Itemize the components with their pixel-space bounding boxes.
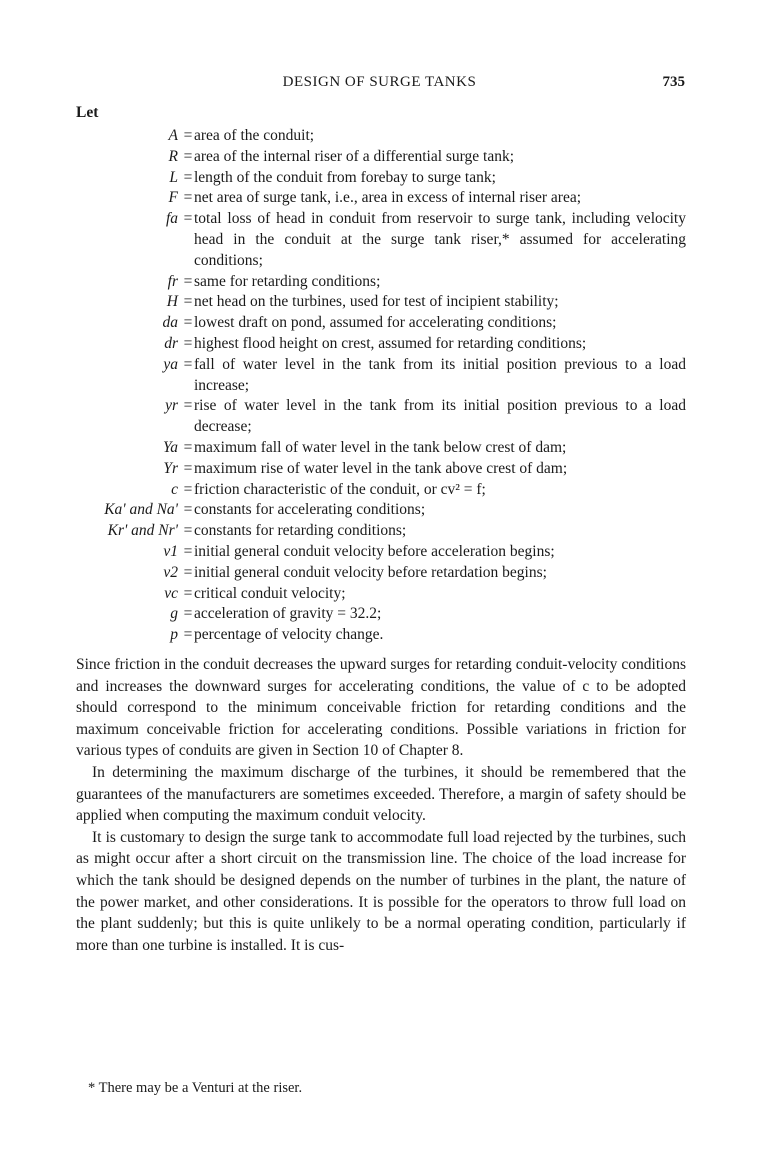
definition-text: total loss of head in conduit from reservoir to surge tank, including velocity head in the conduit at the surge tank riser,* assumed for accelerating conditions;	[194, 210, 686, 269]
definition-symbol: L	[169, 168, 178, 186]
equals-sign: =	[183, 272, 193, 290]
equals-sign: =	[183, 438, 193, 456]
equals-sign: =	[183, 605, 193, 623]
definition-text: net head on the turbines, used for test of incipient stability;	[194, 293, 559, 311]
definition-symbol: fr	[167, 272, 178, 290]
definition-text: rise of water level in the tank from its initial position previous to a load decrease;	[194, 397, 686, 436]
equals-sign: =	[183, 189, 193, 207]
definition-symbol: yr	[165, 397, 178, 415]
definition-symbol: c	[171, 480, 178, 498]
definition-text: fall of water level in the tank from its initial position previous to a load increase;	[194, 355, 686, 394]
definition-item	[0, 521, 759, 542]
definition-text: critical conduit velocity;	[194, 584, 346, 602]
definition-item	[0, 292, 759, 313]
definition-symbol: vc	[164, 584, 178, 602]
definition-symbol: fa	[165, 210, 178, 228]
equals-sign: =	[183, 147, 193, 165]
equals-sign: =	[183, 127, 193, 144]
definition-text: initial general conduit velocity before retardation begins;	[194, 563, 547, 581]
definition-symbol: Ya	[163, 438, 178, 456]
definition-symbol: Ka' and Na'	[104, 501, 178, 519]
definition-symbol: F	[168, 189, 178, 207]
definition-text: area of the conduit;	[194, 127, 315, 144]
definition-text: percentage of velocity change.	[194, 626, 384, 644]
definition-symbol: p	[170, 626, 178, 644]
definition-symbol: A	[168, 127, 178, 144]
equals-sign: =	[183, 168, 193, 186]
definition-item	[0, 500, 759, 521]
equals-sign: =	[183, 501, 193, 519]
definition-text: highest flood height on crest, assumed for retarding conditions;	[194, 334, 587, 352]
equals-sign: =	[183, 314, 193, 332]
definition-item	[0, 459, 759, 480]
definition-text: area of the internal riser of a differential surge tank;	[194, 147, 515, 165]
definition-text: initial general conduit velocity before acceleration begins;	[194, 542, 555, 560]
definition-text: constants for accelerating conditions;	[194, 501, 426, 519]
equals-sign: =	[183, 584, 193, 602]
paragraph: It is customary to design the surge tank to accommodate full load rejected by the turbines, such as might occur after a short circuit on the transmission line. The choice of the load increase for which the tank should be designed depends on the number of turbines in the plant, the nature of the power market, and other considerations. It is possible for the operators to throw full load on the plant suddenly; but this is quite unlikely to be a normal operating condition, particularly if more than one turbine is installed. It is cus-	[76, 828, 686, 954]
definitions-list	[0, 126, 759, 646]
equals-sign: =	[183, 334, 193, 352]
paragraph: In determining the maximum discharge of the turbines, it should be remembered that the guarantees of the manufacturers are sometimes exceeded. Therefore, a margin of safety should be applied when computing the maximum conduit velocity.	[76, 763, 686, 825]
equals-sign: =	[183, 459, 193, 477]
running-header	[0, 74, 759, 96]
definition-symbol: Kr' and Nr'	[107, 522, 178, 540]
definition-text: lowest draft on pond, assumed for accelerating conditions;	[194, 314, 557, 332]
paragraph: Since friction in the conduit decreases the upward surges for retarding conduit-velocity conditions and increases the downward surges for accelerating conditions, the value of c to be adopted should correspond to the minimum conceivable friction for retarding conditions and the maximum conceivable friction for accelerating conditions. Possible variations in friction for various types of conduits are given in Section 10 of Chapter 8.	[76, 656, 686, 760]
definition-symbol: g	[170, 605, 178, 623]
definition-text: friction characteristic of the conduit, or cv² = f;	[194, 480, 486, 498]
definition-text: net area of surge tank, i.e., area in excess of internal riser area;	[194, 189, 582, 207]
definition-item	[0, 542, 759, 563]
equals-sign: =	[183, 626, 193, 644]
definition-text: length of the conduit from forebay to surge tank;	[194, 168, 496, 186]
equals-sign: =	[183, 355, 193, 373]
running-title: DESIGN OF SURGE TANKS	[282, 74, 477, 90]
equals-sign: =	[183, 542, 193, 560]
body-text	[76, 654, 686, 956]
definition-symbol: Yr	[163, 459, 178, 477]
footnote: * There may be a Venturi at the riser.	[88, 1080, 303, 1096]
definition-text: acceleration of gravity = 32.2;	[194, 605, 382, 623]
definition-symbol: R	[168, 147, 178, 165]
definition-symbol: H	[166, 293, 178, 311]
definition-item	[0, 313, 759, 334]
definition-item	[0, 168, 759, 189]
definition-item	[0, 272, 759, 293]
definition-symbol: v1	[163, 542, 178, 560]
equals-sign: =	[183, 397, 193, 415]
definition-text: same for retarding conditions;	[194, 272, 381, 290]
let-label: Let	[76, 104, 99, 121]
definition-item	[0, 396, 759, 438]
page-number: 735	[662, 74, 685, 90]
definition-symbol: ya	[163, 355, 178, 373]
definition-item	[0, 438, 759, 459]
definition-item	[0, 209, 759, 271]
definition-item	[0, 563, 759, 584]
definition-item	[0, 147, 759, 168]
definition-item	[0, 604, 759, 625]
definition-item	[0, 126, 759, 147]
definition-text: constants for retarding conditions;	[194, 522, 407, 540]
definition-symbol: dr	[164, 334, 178, 352]
definition-item	[0, 355, 759, 397]
definition-text: maximum rise of water level in the tank above crest of dam;	[194, 459, 568, 477]
equals-sign: =	[183, 293, 193, 311]
definition-item	[0, 584, 759, 605]
definition-symbol: da	[162, 314, 178, 332]
definition-item	[0, 188, 759, 209]
equals-sign: =	[183, 480, 193, 498]
definition-item	[0, 334, 759, 355]
definition-symbol: v2	[163, 563, 178, 581]
equals-sign: =	[183, 563, 193, 581]
equals-sign: =	[183, 210, 193, 228]
equals-sign: =	[183, 522, 193, 540]
definition-item	[0, 480, 759, 501]
definition-item	[0, 625, 759, 646]
definition-text: maximum fall of water level in the tank below crest of dam;	[194, 438, 567, 456]
